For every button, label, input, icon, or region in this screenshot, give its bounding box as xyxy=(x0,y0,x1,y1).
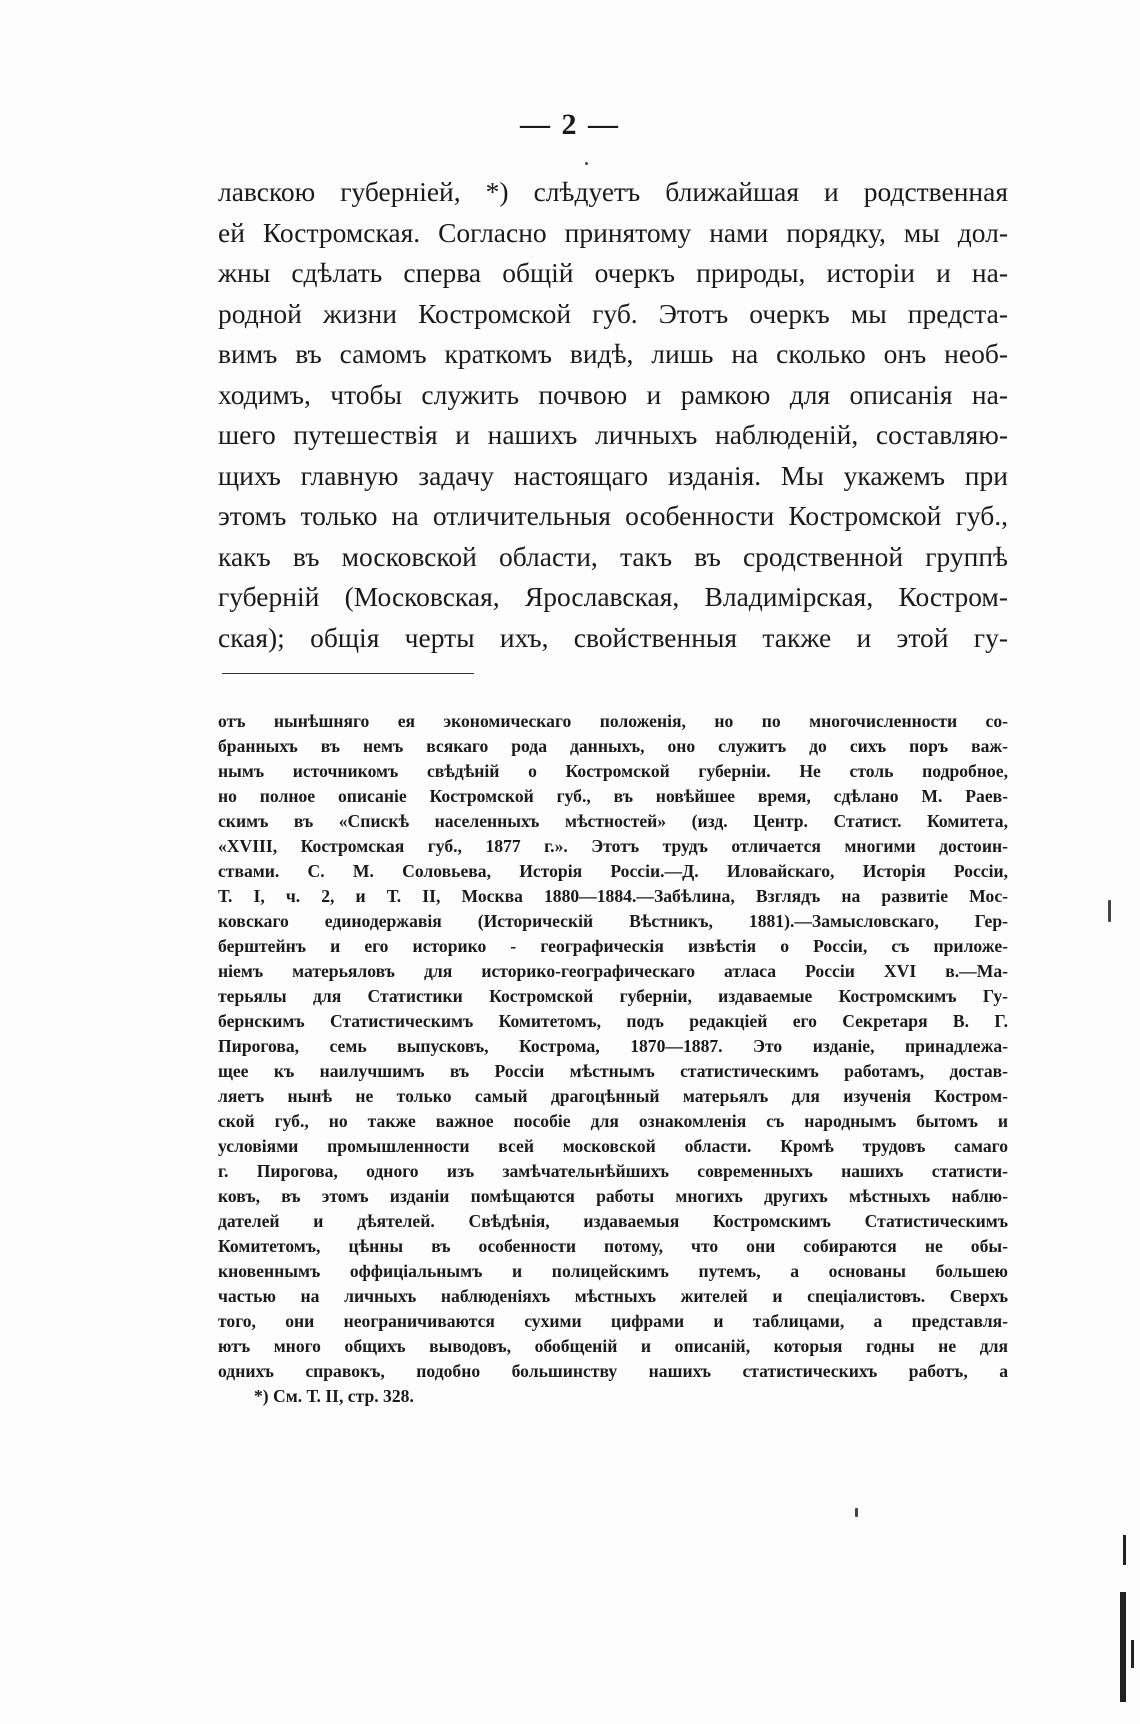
footnote-line: щее къ наилучшимъ въ Россіи мѣстнымъ статистическимъ работамъ, достав- xyxy=(218,1061,1008,1081)
footnote-line: ляетъ нынѣ не только самый драгоцѣнный матерьялъ для изученія Костром- xyxy=(218,1086,1008,1106)
main-text-line: шего путешествія и нашихъ личныхъ наблюденій, составляю- xyxy=(218,419,1008,450)
footnote-line: нымъ источникомъ свѣдѣній о Костромской губерніи. Не столь подробное, xyxy=(218,761,1008,781)
footnote-line: ствами. С. М. Соловьева, Исторія Россіи.—Д. Иловайскаго, Исторія Россіи, xyxy=(218,861,1008,881)
main-text xyxy=(218,172,1008,658)
footnote-separator xyxy=(222,673,474,674)
scan-speck xyxy=(855,1508,858,1517)
main-text-line: этомъ только на отличительныя особенности Костромской губ., xyxy=(218,500,1008,531)
footnote xyxy=(218,709,1008,1409)
footnote-line: бранныхъ въ немъ всякаго рода данныхъ, оно служитъ до сихъ поръ важ- xyxy=(218,736,1008,756)
scan-edge-mark xyxy=(1120,1592,1126,1702)
footnote-line: г. Пирогова, одного изъ замѣчательнѣйшихъ современныхъ нашихъ статисти- xyxy=(218,1161,1008,1181)
footnote-line: скимъ въ «Спискѣ населенныхъ мѣстностей» (изд. Центр. Статист. Комитета, xyxy=(218,811,1008,831)
main-text-line: ходимъ, чтобы служить почвою и рамкою для описанія на- xyxy=(218,378,1008,410)
page-number: — 2 — xyxy=(520,108,620,141)
footnote-line: однихъ справокъ, подобно большинству нашихъ статистическихъ работъ, а xyxy=(218,1361,1008,1381)
footnote-line: ютъ много общихъ выводовъ, обобщеній и описаній, которыя годны не для xyxy=(218,1336,1008,1356)
scan-edge-mark xyxy=(1131,1640,1134,1668)
main-text-line: какъ въ московской области, такъ въ сродственной группѣ xyxy=(218,540,1008,572)
footnote-reference: *) См. Т. II, стр. 328. xyxy=(254,1386,414,1406)
footnote-line: ской губ., но также важное пособіе для ознакомленія съ народнымъ бытомъ и xyxy=(218,1111,1008,1131)
footnote-line: отъ нынѣшняго ея экономическаго положенія, но по многочисленности со- xyxy=(218,711,1008,731)
scan-edge-mark xyxy=(1123,1535,1126,1565)
footnote-line: берштейнъ и его историко - географическія извѣстія о Россіи, съ приложе- xyxy=(218,936,1008,956)
main-text-line: губерній (Московская, Ярославская, Владимірская, Костром- xyxy=(218,581,1008,612)
footnote-line: терьялы для Статистики Костромской губерніи, издаваемые Костромскимъ Гу- xyxy=(218,986,1008,1006)
main-text-line: родной жизни Костромской губ. Этотъ очеркъ мы предста- xyxy=(218,297,1008,329)
scan-speck xyxy=(1108,900,1111,922)
footnote-line: условіями промышленности всей московской области. Кромѣ трудовъ самаго xyxy=(218,1136,1008,1156)
main-text-line: ская); общія черты ихъ, свойственныя также и этой гу- xyxy=(218,621,1008,653)
footnote-line: ніемъ матерьяловъ для историко-географическаго атласа Россіи XVI в.—Ма- xyxy=(218,961,1008,981)
main-text-line: лавскою губерніей, *) слѣдуетъ ближайшая и родственная xyxy=(218,176,1008,207)
footnote-line: ковъ, въ этомъ изданіи помѣщаются работы многихъ другихъ мѣстныхъ наблю- xyxy=(218,1186,1008,1206)
footnote-line: того, они неограничиваются сухими цифрами и таблицами, а представля- xyxy=(218,1311,1008,1331)
footnote-line: частью на личныхъ наблюденіяхъ мѣстныхъ жителей и спеціалистовъ. Сверхъ xyxy=(218,1286,1008,1306)
footnote-line: кновеннымъ оффиціальнымъ и полицейскимъ путемъ, а основаны большею xyxy=(218,1261,1008,1281)
footnote-line: «XVIII, Костромская губ., 1877 г.». Этотъ трудъ отличается многими достоин- xyxy=(218,836,1008,856)
footnote-line: Пирогова, семь выпусковъ, Кострома, 1870—1887. Это изданіе, принадлежа- xyxy=(218,1036,1008,1056)
main-text-line: щихъ главную задачу настоящаго изданія. Мы укажемъ при xyxy=(218,459,1008,491)
footnote-line: дателей и дѣятелей. Свѣдѣнія, издаваемыя Костромскимъ Статистическимъ xyxy=(218,1211,1008,1231)
footnote-line: Комитетомъ, цѣнны въ особенности потому, что они собираются не обы- xyxy=(218,1236,1008,1256)
footnote-line: ковскаго единодержавія (Историческій Вѣстникъ, 1881).—Замысловскаго, Гер- xyxy=(218,911,1008,931)
footnote-line: но полное описаніе Костромской губ., въ новѣйшее время, сдѣлано М. Раев- xyxy=(218,786,1008,806)
footnote-line: Т. I, ч. 2, и Т. II, Москва 1880—1884.—Забѣлина, Взглядъ на развитіе Мос- xyxy=(218,886,1008,906)
main-text-line: жны сдѣлать сперва общій очеркъ природы, исторіи и на- xyxy=(218,257,1008,288)
scan-speck xyxy=(585,162,588,165)
main-text-line: вимъ въ самомъ краткомъ видѣ, лишь на сколько онъ необ- xyxy=(218,338,1008,369)
footnote-line: бернскимъ Статистическимъ Комитетомъ, подъ редакціей его Секретаря В. Г. xyxy=(218,1011,1008,1031)
main-text-line: ей Костромская. Согласно принятому нами порядку, мы дол- xyxy=(218,216,1008,248)
